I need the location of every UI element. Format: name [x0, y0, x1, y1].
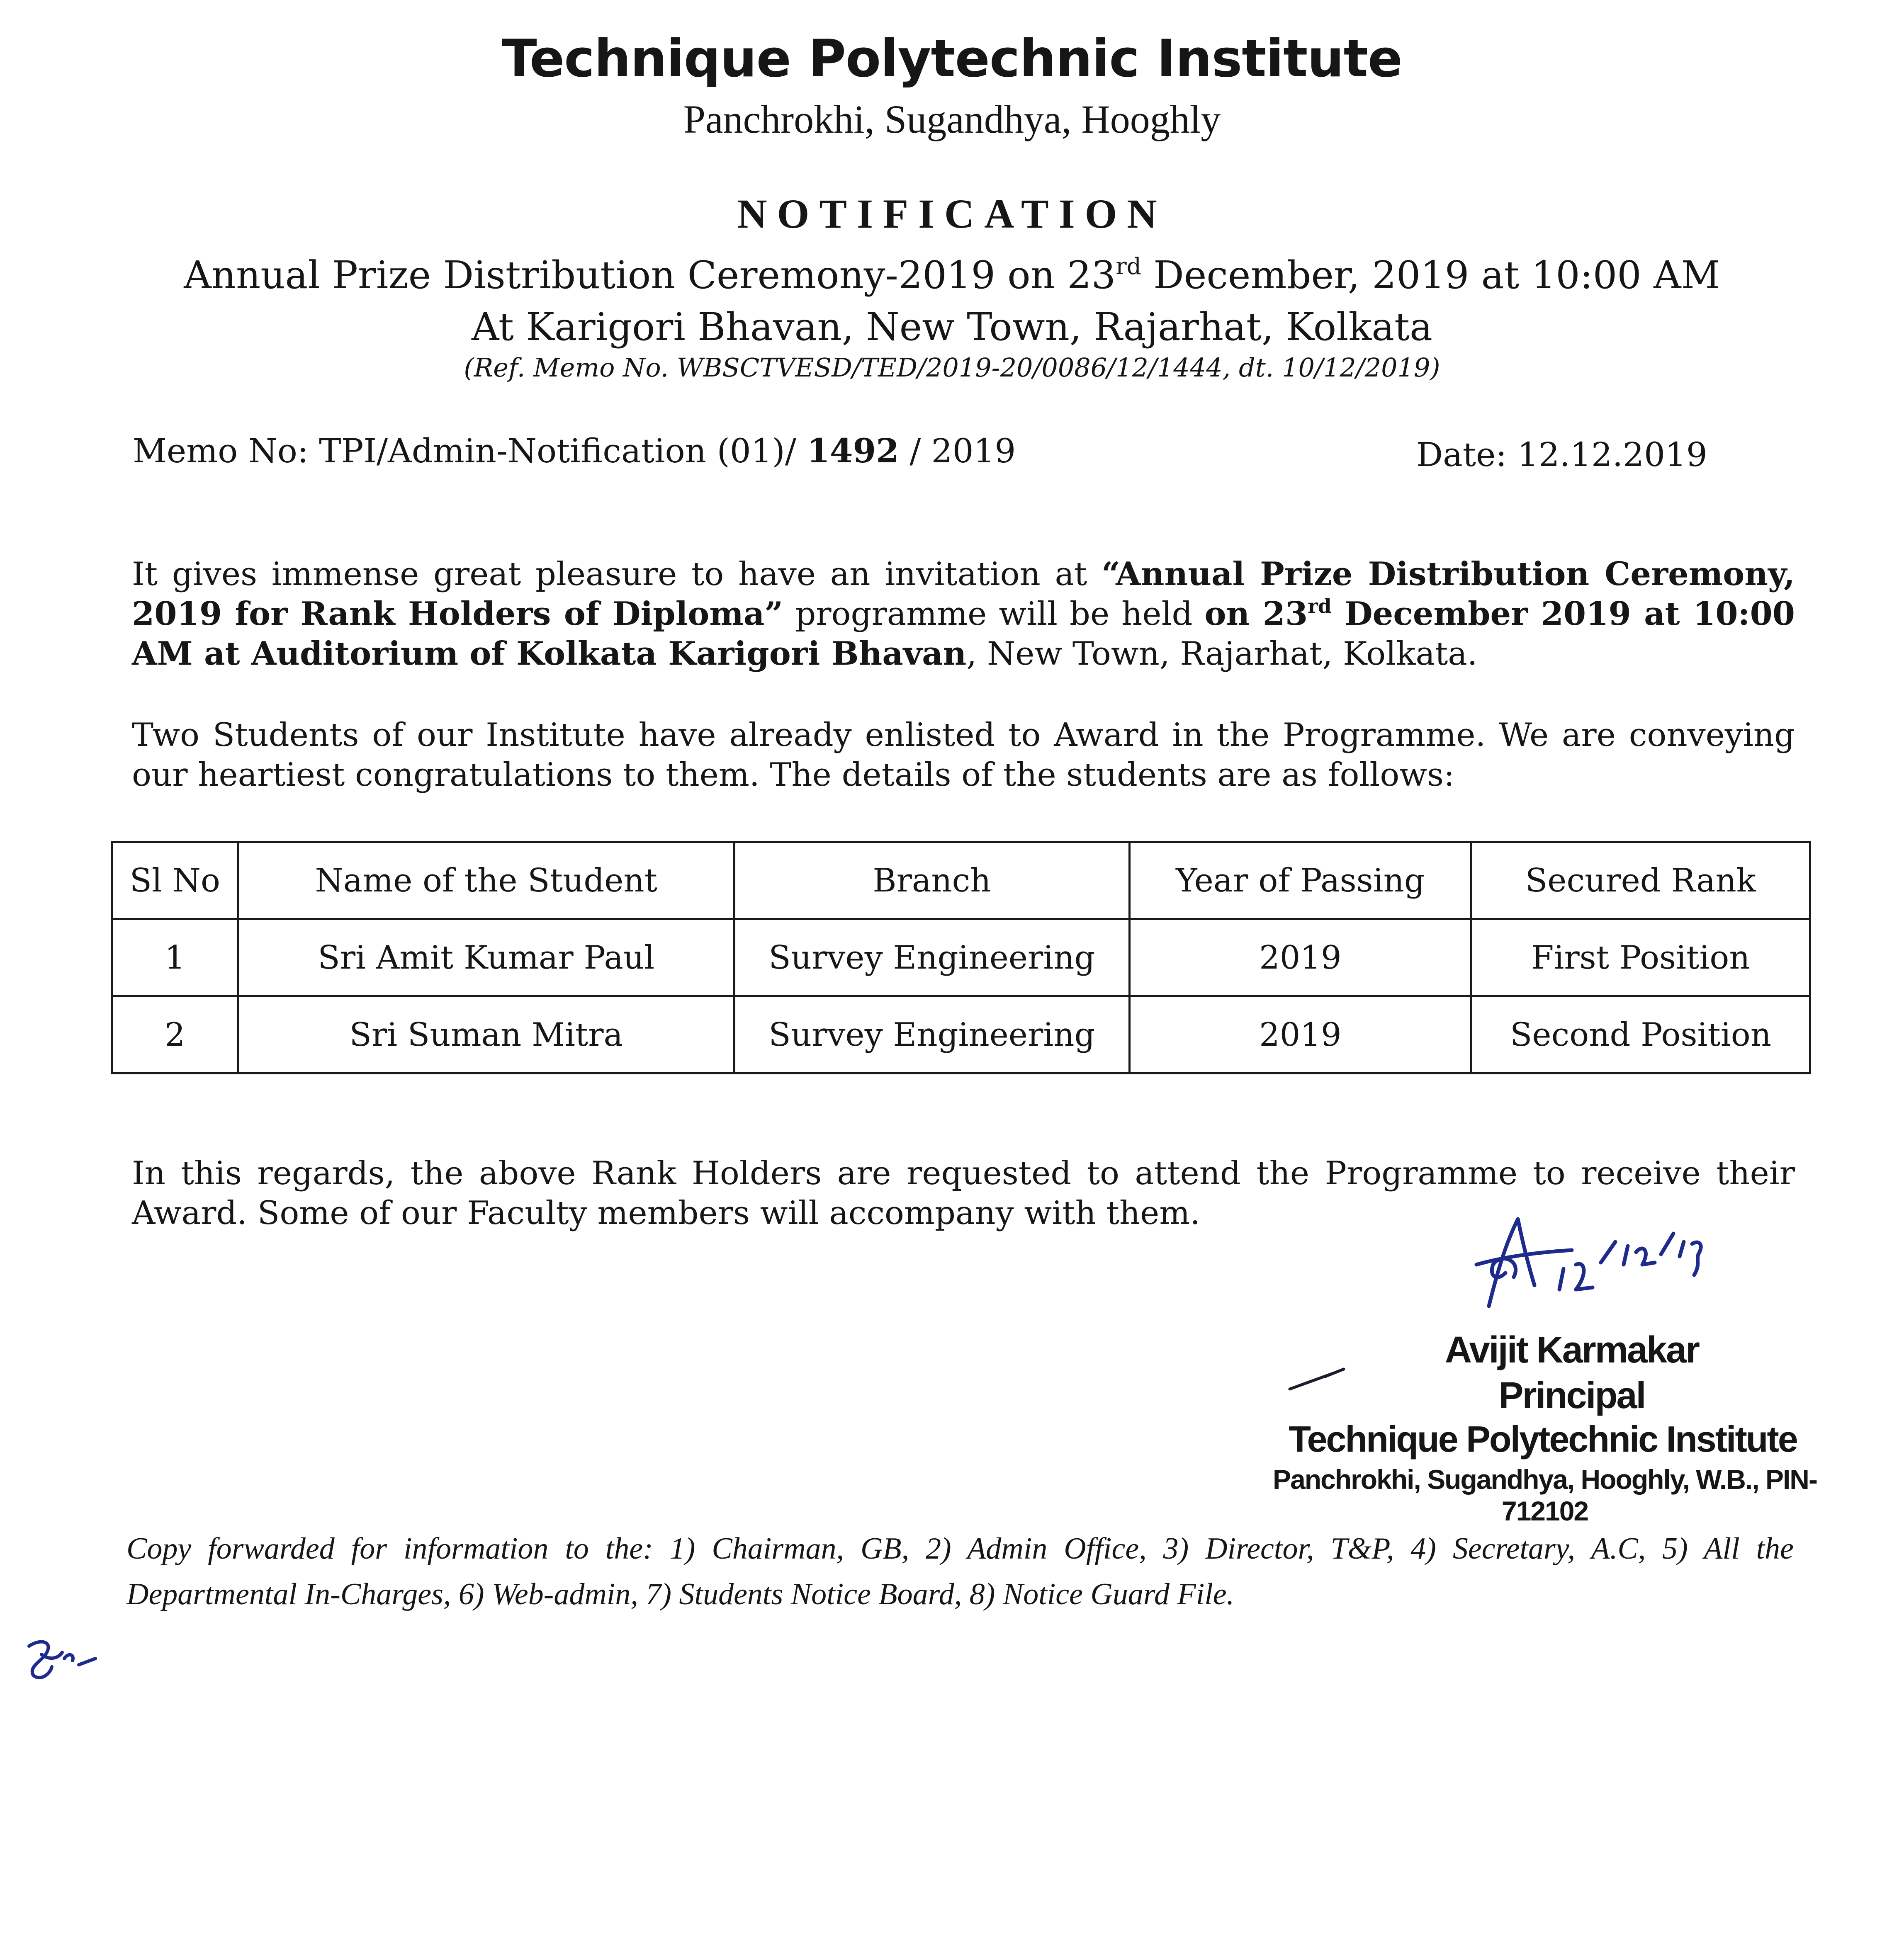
cell-year: 2019	[1129, 919, 1471, 996]
header-secured-rank: Secured Rank	[1471, 842, 1810, 919]
schedule-text-a: on 23	[1204, 595, 1308, 633]
table-header-row	[112, 842, 1810, 919]
para1-text-1: It gives immense great pleasure to have an invitation at	[132, 556, 1102, 593]
signatory-name: Avijit Karmakar	[1445, 1329, 1699, 1371]
institute-name: Technique Polytechnic Institute	[501, 29, 1403, 89]
handwritten-initials	[17, 1630, 104, 1688]
table-row	[112, 919, 1810, 996]
ceremony-ordinal: rd	[1116, 253, 1141, 280]
para1-text-3: , New Town, Rajarhat, Kolkata.	[966, 635, 1478, 673]
students-intro-paragraph: Two Students of our Institute have already enlisted to Award in the Programme. We are conveying our heartiest congratulations to them. The details of the students are as follows:	[132, 716, 1795, 794]
reference-memo: (Ref. Memo No. WBSCTVESD/TED/2019-20/0086/12/1444, dt. 10/12/2019)	[464, 352, 1440, 383]
memo-prefix: Memo No: TPI/Admin-Notification (01)/	[133, 432, 807, 470]
memo-date: Date: 12.12.2019	[1416, 435, 1707, 474]
memo-number-value: 1492	[807, 431, 899, 470]
cell-student-name: Sri Amit Kumar Paul	[238, 919, 734, 996]
table-row	[112, 996, 1810, 1073]
para1-text-2: programme will be held	[783, 595, 1205, 633]
notification-title: NOTIFICATION	[737, 191, 1167, 237]
pen-mark-icon	[1286, 1364, 1352, 1397]
cell-year: 2019	[1129, 996, 1471, 1073]
institute-address: Panchrokhi, Sugandhya, Hooghly	[683, 97, 1221, 141]
handwritten-signature	[1460, 1202, 1750, 1327]
header-student-name: Name of the Student	[238, 842, 734, 919]
header-year-of-passing: Year of Passing	[1129, 842, 1471, 919]
schedule-text-b: December 2019 at 10:00 AM at Auditorium of Kolkata Karigori Bhavan	[132, 595, 1795, 673]
closing-paragraph: In this regards, the above Rank Holders are requested to attend the Programme to receive their Award. Some of our Faculty members will accompany with them.	[132, 1155, 1795, 1232]
cell-branch: Survey Engineering	[734, 996, 1129, 1073]
programme-name: “Annual Prize Distribution Ceremony, 2019 for Rank Holders of Diploma”	[132, 555, 1795, 633]
schedule-ordinal: rd	[1308, 595, 1332, 618]
memo-suffix: / 2019	[899, 432, 1016, 470]
memo-number	[133, 431, 1016, 470]
cell-sl-no: 2	[112, 996, 238, 1073]
signatory-address: Panchrokhi, Sugandhya, Hooghly, W.B., PIN-712102	[1273, 1464, 1817, 1526]
ceremony-line	[0, 253, 1904, 297]
ceremony-text-b: December, 2019 at 10:00 AM	[1141, 253, 1720, 297]
header-sl-no: Sl No	[112, 842, 238, 919]
invitation-paragraph	[132, 554, 1795, 674]
cell-rank: Second Position	[1471, 996, 1810, 1073]
copy-forwarded-note: Copy forwarded for information to the: 1) Chairman, GB, 2) Admin Office, 3) Director, T&P, 4) Secretary, A.C, 5) All the Departmental In-Charges, 6) Web-admin, 7) Students Notice Board, 8) Notice Guard File.	[126, 1532, 1794, 1611]
header-branch: Branch	[734, 842, 1129, 919]
signatory-institute: Technique Polytechnic Institute	[1289, 1418, 1797, 1460]
rank-holders-table	[111, 841, 1811, 1074]
cell-branch: Survey Engineering	[734, 919, 1129, 996]
cell-student-name: Sri Suman Mitra	[238, 996, 734, 1073]
cell-sl-no: 1	[112, 919, 238, 996]
cell-rank: First Position	[1471, 919, 1810, 996]
ceremony-text-a: Annual Prize Distribution Ceremony-2019 on 23	[184, 253, 1116, 297]
venue-line: At Karigori Bhavan, New Town, Rajarhat, Kolkata	[472, 305, 1432, 349]
signatory-title: Principal	[1498, 1375, 1645, 1416]
